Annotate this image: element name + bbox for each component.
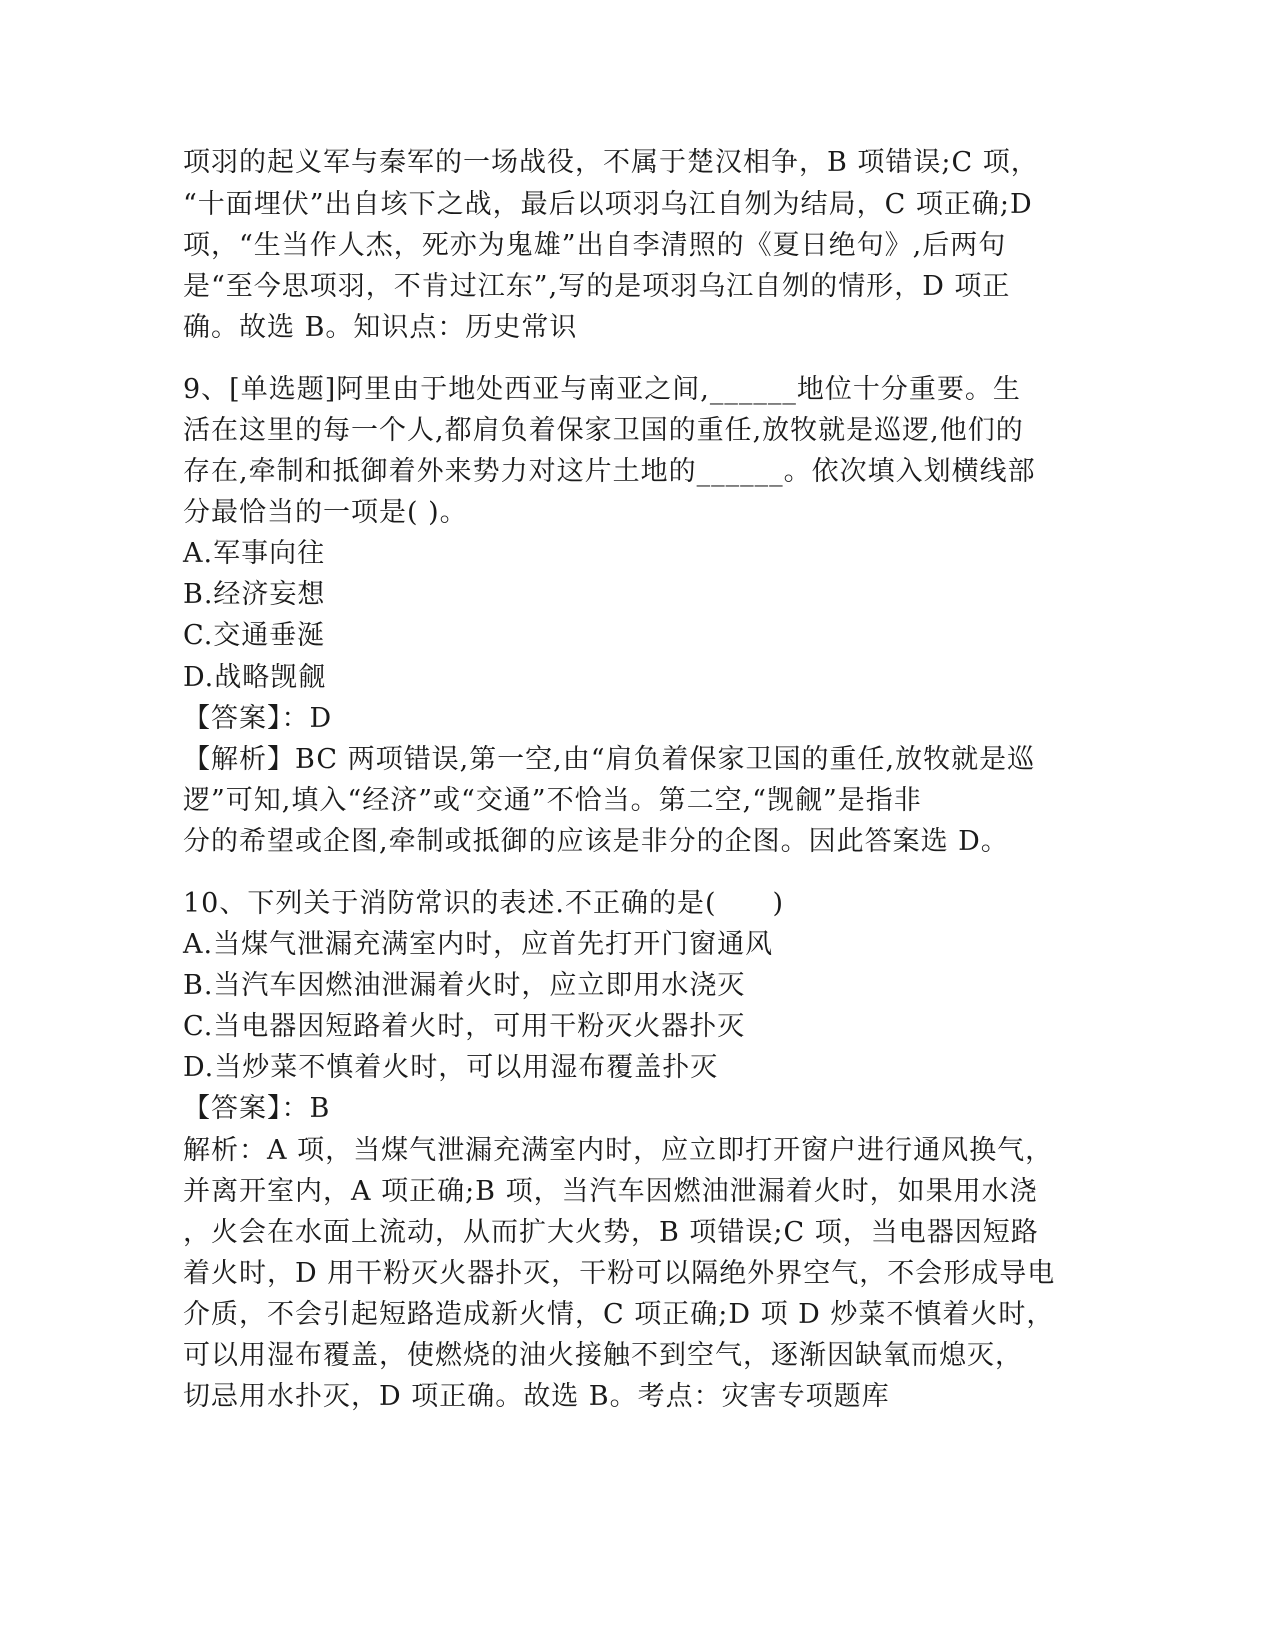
q10-analysis-line: 可以用湿布覆盖，使燃烧的油火接触不到空气，逐渐因缺氧而熄灭， [183,1340,1023,1371]
prev-explanation-line: 是“至今思项羽，不肯过江东”,写的是项羽乌江自刎的情形，D 项正 [183,271,1011,302]
q9-stem-line: 分最恰当的一项是( )。 [183,497,468,528]
q10-option-d: D.当炒菜不慎着火时，可以用湿布覆盖扑灭 [183,1052,719,1083]
q10-analysis-line: 着火时，D 用干粉灭火器扑灭，干粉可以隔绝外界空气，不会形成导电 [183,1258,1056,1289]
q9-option-c: C.交通垂涎 [183,620,326,651]
q9-stem-line: 活在这里的每一个人,都肩负着保家卫国的重任,放牧就是巡逻,他们的 [183,415,1024,446]
q9-analysis-line: 逻”可知,填入“经济”或“交通”不恰当。第二空,“觊觎”是指非 [183,785,922,816]
q9-analysis-line: 分的希望或企图,牵制或抵御的应该是非分的企图。因此答案选 D。 [183,826,1009,857]
q10-analysis-line: 解析：A 项，当煤气泄漏充满室内时，应立即打开窗户进行通风换气， [183,1135,1054,1166]
q9-option-d: D.战略觊觎 [183,662,327,693]
q10-analysis-line: 并离开室内，A 项正确;B 项，当汽车因燃油泄漏着火时，如果用水浇 [183,1176,1038,1207]
q10-stem: 10、下列关于消防常识的表述.不正确的是( ) [183,888,785,919]
q10-analysis-line: 介质，不会引起短路造成新火情，C 项正确;D 项 D 炒菜不慎着火时， [183,1299,1055,1330]
q9-analysis-line: 【解析】BC 两项错误,第一空,由“肩负着保家卫国的重任,放牧就是巡 [183,744,1036,775]
prev-explanation-line: “十面埋伏”出自垓下之战，最后以项羽乌江自刎为结局，C 项正确;D [183,189,1033,220]
prev-explanation-line: 确。故选 B。知识点：历史常识 [183,312,578,343]
prev-explanation-line: 项，“生当作人杰，死亦为鬼雄”出自李清照的《夏日绝句》,后两句 [183,230,1007,261]
q10-analysis-line: ，火会在水面上流动，从而扩大火势，B 项错误;C 项，当电器因短路 [183,1217,1039,1248]
q9-stem-line: 存在,牵制和抵御着外来势力对这片土地的______。依次填入划横线部 [183,456,1036,487]
q10-option-b: B.当汽车因燃油泄漏着火时，应立即用水浇灭 [183,970,746,1001]
prev-explanation-line: 项羽的起义军与秦军的一场战役，不属于楚汉相争，B 项错误;C 项， [183,147,1039,178]
q9-stem-line: 9、[单选题]阿里由于地处西亚与南亚之间,______地位十分重要。生 [183,374,1021,405]
q10-option-c: C.当电器因短路着火时，可用干粉灭火器扑灭 [183,1011,746,1042]
q10-analysis-line: 切忌用水扑灭，D 项正确。故选 B。考点：灾害专项题库 [183,1381,890,1412]
q9-option-b: B.经济妄想 [183,579,326,610]
q10-option-a: A.当煤气泄漏充满室内时，应首先打开门窗通风 [183,929,774,960]
q9-option-a: A.军事向往 [183,538,326,569]
q9-answer: 【答案】：D [183,703,333,734]
q10-answer: 【答案】：B [183,1093,331,1124]
